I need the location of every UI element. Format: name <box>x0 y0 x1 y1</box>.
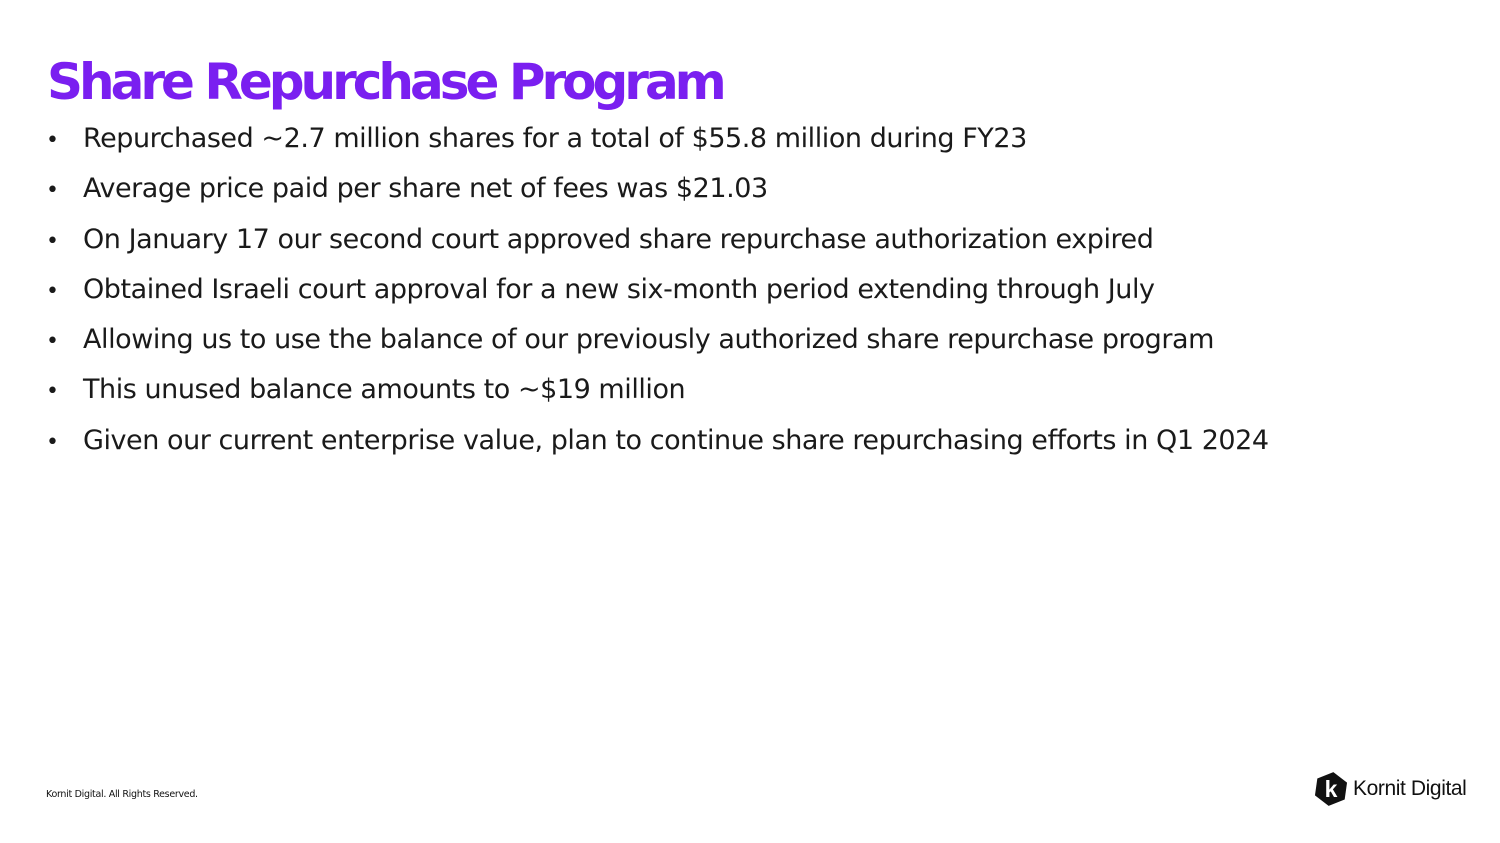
bullet-text: Allowing us to use the balance of our previously authorized share repurchase program <box>83 324 1214 356</box>
bullet-text: Average price paid per share net of fees was $21.03 <box>83 173 768 205</box>
footer-copyright: Kornit Digital. All Rights Reserved. <box>46 789 198 800</box>
bullet-item <box>44 416 1269 466</box>
bullet-list <box>44 114 1269 466</box>
kornit-k-logo-icon <box>1313 771 1349 807</box>
bullet-item <box>44 265 1269 315</box>
bullet-dot-icon: • <box>46 379 59 405</box>
bullet-text: Repurchased ~2.7 million shares for a total of $55.8 million during FY23 <box>83 123 1027 154</box>
bullet-dot-icon: • <box>46 178 59 204</box>
bullet-dot-icon: • <box>46 278 59 304</box>
bullet-text: This unused balance amounts to ~$19 million <box>83 374 686 406</box>
bullet-item <box>44 114 1269 164</box>
bullet-text: Given our current enterprise value, plan to continue share repurchasing efforts in Q1 2024 <box>83 424 1269 456</box>
slide-title: Share Repurchase Program <box>47 53 723 111</box>
bullet-dot-icon: • <box>46 429 59 455</box>
bullet-item <box>44 365 1269 415</box>
brand-logo <box>1313 771 1466 807</box>
bullet-item <box>44 215 1269 265</box>
brand-name: Kornit Digital <box>1353 777 1467 800</box>
bullet-dot-icon: • <box>46 329 59 355</box>
bullet-text: Obtained Israeli court approval for a new six-month period extending through July <box>83 273 1155 305</box>
bullet-text: On January 17 our second court approved share repurchase authorization expired <box>83 223 1154 255</box>
bullet-item <box>44 164 1269 214</box>
bullet-dot-icon: • <box>46 128 59 153</box>
svg-text:k: k <box>1324 776 1338 802</box>
bullet-dot-icon: • <box>46 228 59 254</box>
bullet-item <box>44 315 1269 365</box>
